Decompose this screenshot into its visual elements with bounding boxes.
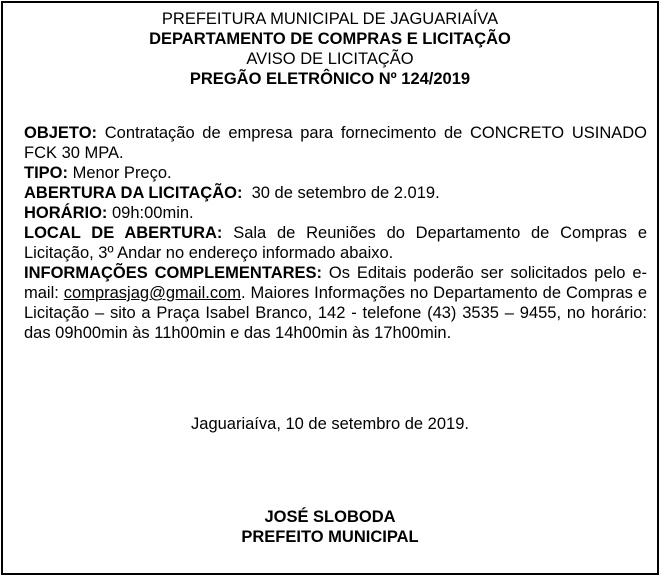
tipo-label: TIPO: [24,164,68,182]
abertura-label: ABERTURA DA LICITAÇÃO: [24,184,243,202]
licitacao-notice [1,1,659,575]
objeto-text: Contratação de empresa para fornecimento de CONCRETO USINADO FCK 30 MPA. [24,124,647,162]
informacoes-text-before: Os Editais poderão ser solicitados pelo e-mail: [24,264,647,302]
objeto-paragraph [24,123,647,163]
signatory-title: PREFEITO MUNICIPAL [241,528,419,546]
pregao-number: PREGÃO ELETRÔNICO Nº 124/2019 [189,70,471,88]
notice-type: AVISO DE LICITAÇÃO [246,50,414,68]
objeto-label: OBJETO: [24,124,98,142]
email-link[interactable]: comprasjag@gmail.com [63,284,242,302]
horario-paragraph [24,203,647,223]
notice-body [24,123,647,343]
abertura-text: 30 de setembro de 2.019. [242,184,440,202]
informacoes-paragraph [24,263,647,343]
tipo-text: Menor Preço. [68,164,172,182]
signatory-name: JOSÉ SLOBODA [264,508,396,526]
local-paragraph [24,223,647,263]
abertura-paragraph [24,183,647,203]
notice-header [3,9,657,89]
informacoes-label: INFORMAÇÕES COMPLEMENTARES: [24,264,323,282]
department-name: DEPARTAMENTO DE COMPRAS E LICITAÇÃO [149,30,511,48]
local-label: LOCAL DE ABERTURA: [24,224,223,242]
horario-label: HORÁRIO: [24,204,108,222]
horario-text: 09h:00min. [107,204,194,222]
municipality-name: PREFEITURA MUNICIPAL DE JAGUARIAÍVA [161,10,499,28]
notice-date: Jaguariaíva, 10 de setembro de 2019. [191,415,469,433]
signature-block [3,507,657,547]
informacoes-text-after: . Maiores Informações no Departamento de Compras e Licitação – sito a Praça Isabel Branco, 142 - telefone (43) 3535 – 9455, no horário: das 09h00min às 11h00min e das 14h00min às 17h00min. [24,284,648,342]
tipo-paragraph [24,163,647,183]
local-text: Sala de Reuniões do Departamento de Compras e Licitação, 3º Andar no endereço informado abaixo. [24,224,647,262]
